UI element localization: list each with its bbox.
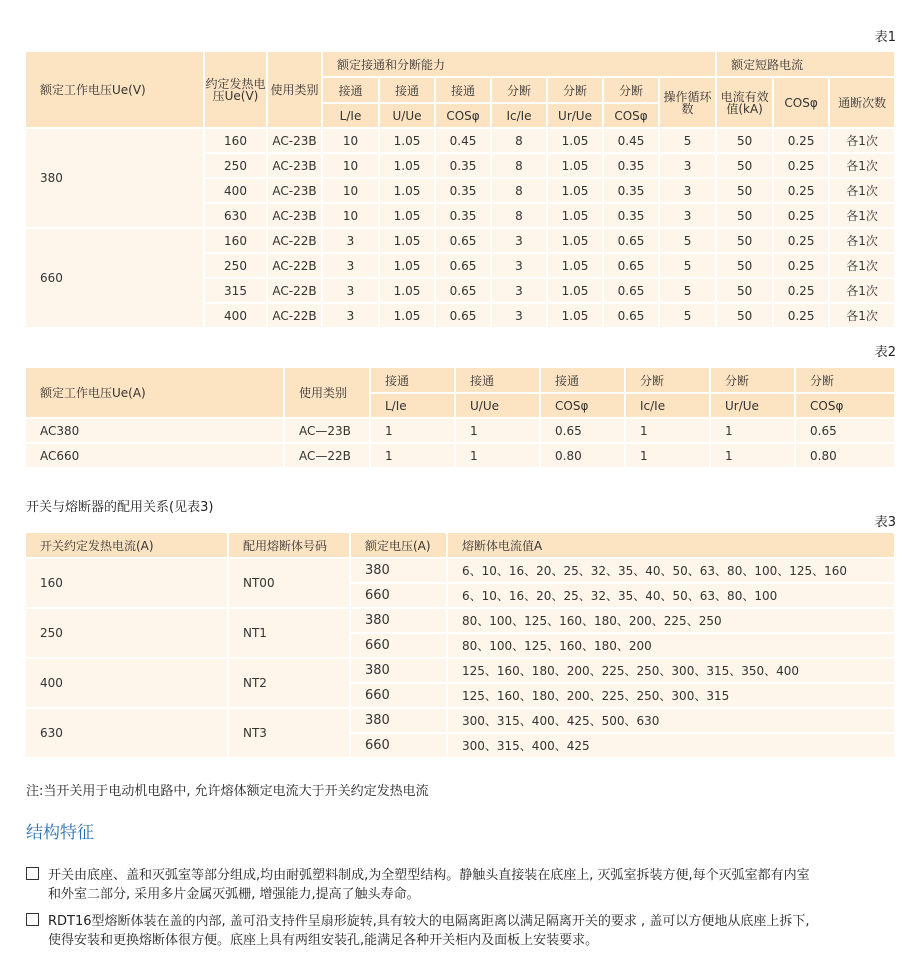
cell-fuse-number: NT2	[228, 658, 350, 708]
table1-label: 表1	[874, 30, 896, 45]
cell-fuse-number: NT3	[228, 708, 350, 758]
subheader-ur-ue: Ur/Ue	[710, 393, 795, 418]
cell-value: 0.35	[603, 153, 659, 178]
cell-value: 10	[322, 153, 379, 178]
table-row	[26, 128, 895, 153]
checkbox-bullet-icon	[26, 867, 39, 880]
cell-value: 50	[716, 128, 773, 153]
cell-value: 50	[716, 178, 773, 203]
header-make: 接通	[379, 77, 435, 103]
cell-value: 1	[370, 418, 455, 443]
cell-value: 1.05	[547, 203, 603, 228]
cell-value: 1	[455, 443, 540, 468]
cell-value: 各1次	[829, 278, 895, 303]
cell-value: 250	[204, 153, 267, 178]
cell-fuse-current-values: 6、10、16、20、25、32、35、40、50、63、80、100、125、160	[447, 558, 895, 583]
header-make: 接通	[455, 368, 540, 393]
feature-item	[26, 866, 906, 904]
subheader-ic-ie: Ic/Ie	[491, 103, 547, 128]
cell-value: 0.65	[603, 228, 659, 253]
cell-value: 1.05	[547, 228, 603, 253]
subheader-cos: COSφ	[795, 393, 895, 418]
cell-rated-voltage: 660	[350, 583, 447, 608]
cell-value: 0.65	[435, 253, 491, 278]
cell-value: 0.65	[795, 418, 895, 443]
cell-value: 0.65	[603, 303, 659, 328]
cell-value: 各1次	[829, 253, 895, 278]
header-make: 接通	[370, 368, 455, 393]
cell-value: 3	[659, 178, 716, 203]
header-category: 使用类别	[284, 368, 370, 418]
cell-value: 50	[716, 153, 773, 178]
cell-value: 0.25	[773, 178, 829, 203]
cell-rated-voltage: 660	[350, 683, 447, 708]
cell-value: 3	[322, 253, 379, 278]
cell-category: AC—23B	[284, 418, 370, 443]
cell-value: 1	[625, 443, 710, 468]
cell-value: 0.25	[773, 253, 829, 278]
cell-value: 10	[322, 203, 379, 228]
subheader-cos: COSφ	[435, 103, 491, 128]
feature-item	[26, 912, 906, 950]
cell-value: 1.05	[547, 253, 603, 278]
cell-rated-voltage: 380	[26, 128, 204, 228]
header-operation-cycles: 操作循环数	[659, 77, 716, 128]
cell-value: 0.35	[435, 153, 491, 178]
header-fuse-current-values: 熔断体电流值A	[447, 533, 895, 558]
feature-line: 和外室二部分, 采用多片金属灭弧栅, 增强能力,提高了触头寿命。	[48, 887, 420, 902]
cell-value: 3	[322, 278, 379, 303]
cell-value: 1	[710, 418, 795, 443]
cell-value: 0.35	[435, 203, 491, 228]
cell-value: 0.25	[773, 228, 829, 253]
cell-value: 1.05	[379, 178, 435, 203]
cell-value: 8	[491, 153, 547, 178]
cell-value: 1.05	[379, 303, 435, 328]
header-make: 接通	[540, 368, 625, 393]
cell-rated-voltage: 660	[26, 228, 204, 328]
cell-value: 1.05	[379, 228, 435, 253]
header-break: 分断	[491, 77, 547, 103]
cell-fuse-current-values: 80、100、125、160、180、200、225、250	[447, 608, 895, 633]
cell-value: 1	[625, 418, 710, 443]
cell-value: AC-23B	[267, 128, 322, 153]
cell-value: 各1次	[829, 303, 895, 328]
cell-value: 0.25	[773, 128, 829, 153]
cell-value: 1.05	[379, 253, 435, 278]
cell-fuse-current-values: 125、160、180、200、225、250、300、315、350、400	[447, 658, 895, 683]
cell-thermal-current: 250	[26, 608, 228, 658]
cell-value: 0.45	[435, 128, 491, 153]
cell-thermal-current: 160	[26, 558, 228, 608]
cell-thermal-current: 400	[26, 658, 228, 708]
cell-value: 1.05	[379, 278, 435, 303]
cell-value: 1.05	[547, 303, 603, 328]
cell-value: 1.05	[547, 153, 603, 178]
cell-value: 3	[322, 228, 379, 253]
cell-value: 0.45	[603, 128, 659, 153]
cell-value: 10	[322, 178, 379, 203]
header-make: 接通	[435, 77, 491, 103]
cell-value: 0.65	[540, 418, 625, 443]
cell-value: 50	[716, 278, 773, 303]
cell-value: 3	[491, 278, 547, 303]
cell-value: AC-22B	[267, 278, 322, 303]
header-thermal-current: 开关约定发热电流(A)	[26, 533, 228, 558]
cell-value: 0.65	[603, 253, 659, 278]
cell-value: 5	[659, 253, 716, 278]
cell-value: 8	[491, 178, 547, 203]
cell-value: 0.25	[773, 278, 829, 303]
cell-value: 0.35	[603, 178, 659, 203]
cell-value: 10	[322, 128, 379, 153]
cell-value: 8	[491, 128, 547, 153]
header-break: 分断	[603, 77, 659, 103]
cell-value: 3	[659, 153, 716, 178]
cell-rated-voltage: 660	[350, 633, 447, 658]
cell-rated-voltage: 380	[350, 608, 447, 633]
header-rated-voltage: 额定工作电压Ue(V)	[26, 52, 204, 128]
cell-rated-voltage: 380	[350, 558, 447, 583]
cell-value: 50	[716, 253, 773, 278]
table-row	[26, 708, 895, 733]
cell-value: 0.25	[773, 153, 829, 178]
feature-line: 开关由底座、盖和灭弧室等部分组成,均由耐弧塑料制成,为全塑型结构。静触头直接装在底座上, 灭弧室拆装方便,每个灭弧室都有内室	[48, 868, 810, 883]
cell-value: 315	[204, 278, 267, 303]
subheader-l-ie: L/Ie	[370, 393, 455, 418]
cell-value: AC-22B	[267, 303, 322, 328]
feature-line: RDT16型熔断体装在盖的内部, 盖可沿支持件呈扇形旋转,具有较大的电隔离距离以满足隔离开关的要求 , 盖可以方便地从底座上拆下,	[48, 914, 810, 929]
subheader-ur-ue: Ur/Ue	[547, 103, 603, 128]
cell-value: 各1次	[829, 128, 895, 153]
cell-value: 160	[204, 128, 267, 153]
cell-value: 3	[659, 203, 716, 228]
header-rms-current: 电流有效值(kA)	[716, 77, 773, 128]
cell-value: 0.65	[435, 278, 491, 303]
cell-value: 250	[204, 253, 267, 278]
header-short-circuit: 额定短路电流	[716, 52, 895, 77]
cell-value: 5	[659, 303, 716, 328]
cell-fuse-number: NT00	[228, 558, 350, 608]
cell-value: 400	[204, 178, 267, 203]
ac-voltage-table	[26, 368, 896, 469]
cell-value: 1.05	[547, 278, 603, 303]
cell-value: 1	[710, 443, 795, 468]
table-row	[26, 558, 895, 583]
cell-value: 3	[322, 303, 379, 328]
cell-value: 各1次	[829, 228, 895, 253]
cell-rated-voltage: 380	[350, 658, 447, 683]
cell-fuse-current-values: 6、10、16、20、25、32、35、40、50、63、80、100	[447, 583, 895, 608]
cell-fuse-current-values: 300、315、400、425、500、630	[447, 708, 895, 733]
table-row	[26, 418, 895, 443]
subheader-u-ue: U/Ue	[379, 103, 435, 128]
cell-value: 8	[491, 203, 547, 228]
cell-value: 400	[204, 303, 267, 328]
header-capacity: 额定接通和分断能力	[322, 52, 716, 77]
cell-value: 各1次	[829, 153, 895, 178]
cell-value: 0.80	[795, 443, 895, 468]
table-row	[26, 608, 895, 633]
cell-value: 1.05	[379, 128, 435, 153]
feature-line: 使得安装和更换熔断体很方便。底座上具有两组安装孔,能满足各种开关柜内及面板上安装要求。	[48, 933, 599, 948]
cell-value: 0.65	[603, 278, 659, 303]
cell-value: 1.05	[379, 203, 435, 228]
header-on-off-times: 通断次数	[829, 77, 895, 128]
cell-value: 50	[716, 303, 773, 328]
cell-value: 1.05	[379, 153, 435, 178]
cell-category: AC—22B	[284, 443, 370, 468]
cell-rated-voltage: 380	[350, 708, 447, 733]
cell-value: AC-23B	[267, 178, 322, 203]
checkbox-bullet-icon	[26, 913, 39, 926]
cell-value: 50	[716, 203, 773, 228]
cell-value: 5	[659, 128, 716, 153]
cell-value: 630	[204, 203, 267, 228]
cell-value: 0.35	[603, 203, 659, 228]
table-row	[26, 228, 895, 253]
subheader-cos: COSφ	[540, 393, 625, 418]
header-rated-voltage: 额定电压(A)	[350, 533, 447, 558]
cell-value: 0.65	[435, 303, 491, 328]
table-row	[26, 658, 895, 683]
header-cos: COSφ	[773, 77, 829, 128]
cell-fuse-current-values: 300、315、400、425	[447, 733, 895, 758]
cell-value: 0.80	[540, 443, 625, 468]
header-break: 分断	[710, 368, 795, 393]
cell-value: AC-23B	[267, 153, 322, 178]
cell-value: 1.05	[547, 178, 603, 203]
subheader-l-ie: L/Ie	[322, 103, 379, 128]
cell-voltage: AC380	[26, 418, 284, 443]
cell-thermal-current: 630	[26, 708, 228, 758]
cell-fuse-current-values: 80、100、125、160、180、200	[447, 633, 895, 658]
cell-value: 各1次	[829, 178, 895, 203]
header-make: 接通	[322, 77, 379, 103]
cell-value: AC-22B	[267, 228, 322, 253]
cell-value: 50	[716, 228, 773, 253]
subheader-ic-ie: Ic/Ie	[625, 393, 710, 418]
header-fuse-number: 配用熔断体号码	[228, 533, 350, 558]
table3-label: 表3	[874, 515, 896, 530]
table-row	[26, 443, 895, 468]
header-break: 分断	[795, 368, 895, 393]
cell-value: 0.35	[435, 178, 491, 203]
cell-value: 3	[491, 253, 547, 278]
section-title: 结构特征	[26, 823, 94, 843]
cell-rated-voltage: 660	[350, 733, 447, 758]
cell-value: 1	[455, 418, 540, 443]
header-break: 分断	[547, 77, 603, 103]
cell-fuse-number: NT1	[228, 608, 350, 658]
cell-voltage: AC660	[26, 443, 284, 468]
subheader-cos: COSφ	[603, 103, 659, 128]
header-break: 分断	[625, 368, 710, 393]
cell-value: 1.05	[547, 128, 603, 153]
note-text: 注:当开关用于电动机电路中, 允许熔体额定电流大于开关约定发热电流	[26, 784, 429, 799]
table2-label: 表2	[874, 345, 896, 360]
cell-value: AC-22B	[267, 253, 322, 278]
subheader-u-ue: U/Ue	[455, 393, 540, 418]
header-category: 使用类别	[267, 52, 322, 128]
cell-value: 160	[204, 228, 267, 253]
fuse-intro-text: 开关与熔断器的配用关系(见表3)	[26, 500, 214, 515]
cell-value: 各1次	[829, 203, 895, 228]
header-thermal-voltage: 约定发热电压Ue(V)	[204, 52, 267, 128]
cell-value: 0.25	[773, 303, 829, 328]
cell-value: 0.65	[435, 228, 491, 253]
header-rated-voltage: 额定工作电压Ue(A)	[26, 368, 284, 418]
cell-fuse-current-values: 125、160、180、200、225、250、300、315	[447, 683, 895, 708]
cell-value: 0.25	[773, 203, 829, 228]
cell-value: 5	[659, 278, 716, 303]
cell-value: 3	[491, 228, 547, 253]
rated-capacity-table	[26, 52, 896, 329]
cell-value: AC-23B	[267, 203, 322, 228]
cell-value: 3	[491, 303, 547, 328]
cell-value: 1	[370, 443, 455, 468]
cell-value: 5	[659, 228, 716, 253]
fuse-matching-table	[26, 533, 896, 759]
